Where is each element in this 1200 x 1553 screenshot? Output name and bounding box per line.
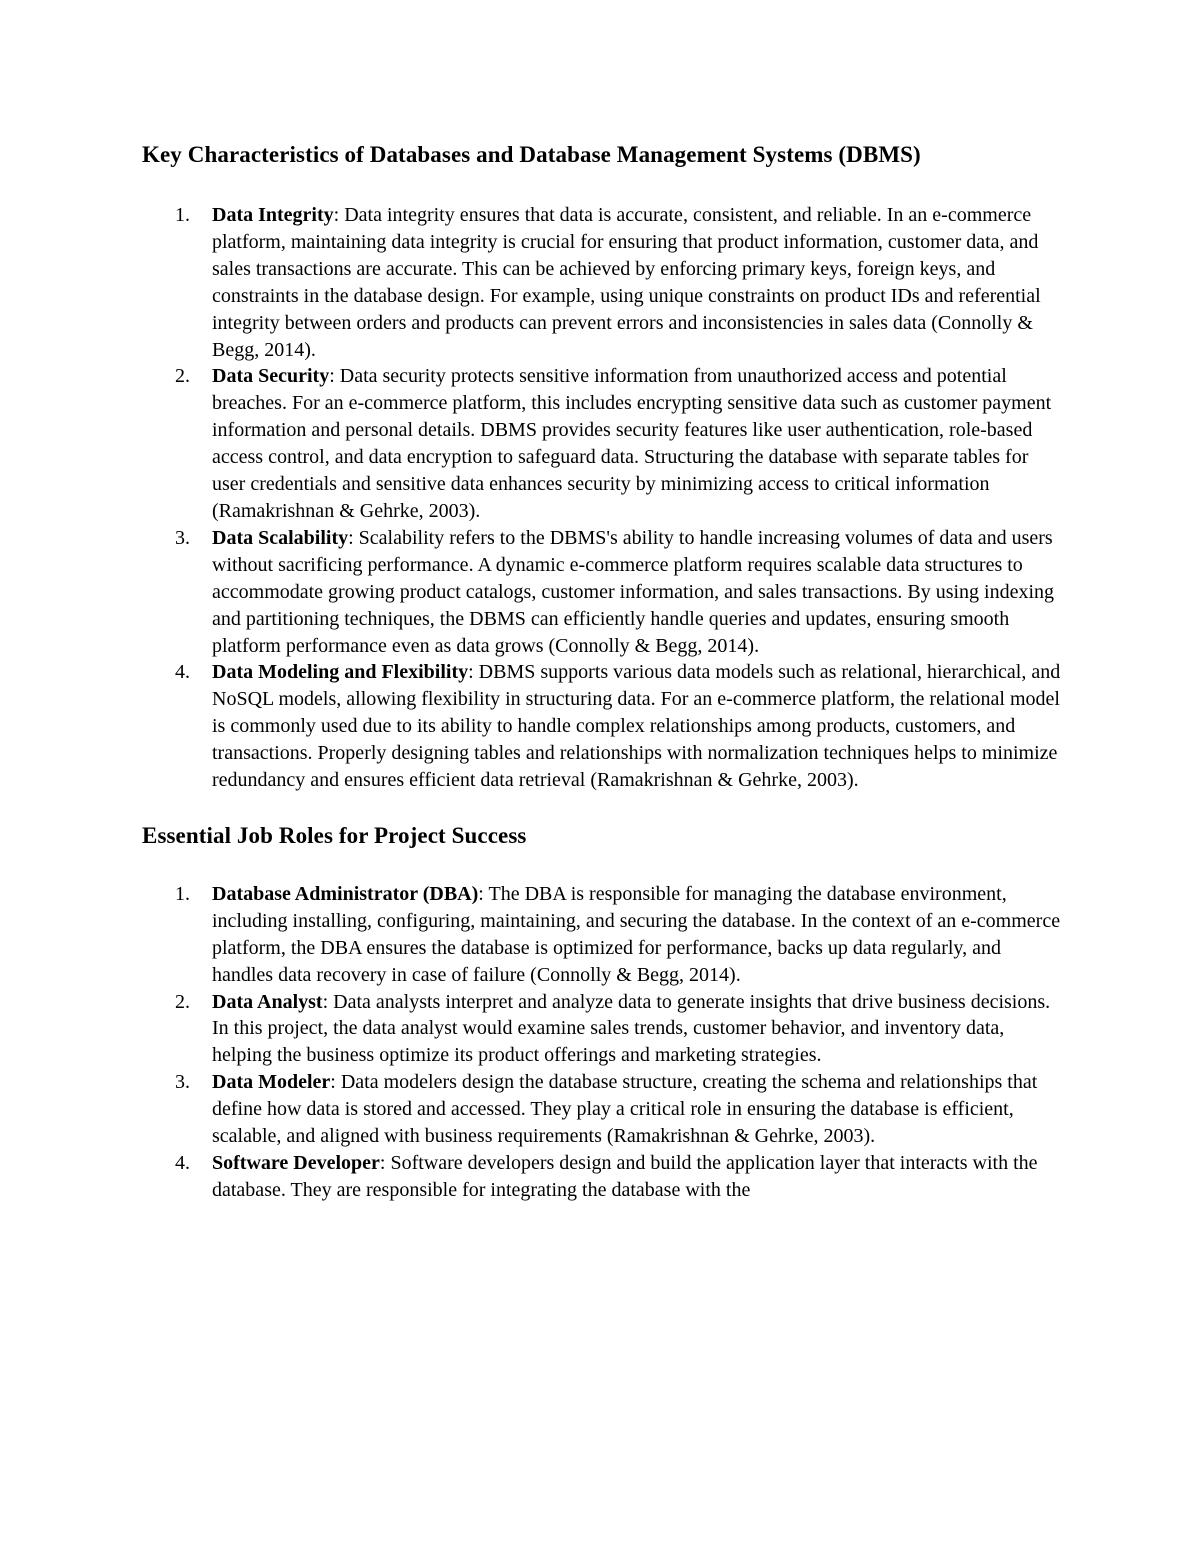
list-term: Data Scalability [212, 526, 349, 549]
list-item-data-modeling [142, 659, 1062, 794]
section-heading-dbms-characteristics: Key Characteristics of Databases and Database Management Systems (DBMS) [142, 142, 921, 167]
list-term: Software Developer [212, 1152, 380, 1174]
list-item-software-developer [142, 1150, 1062, 1204]
list-number: 4. [175, 1152, 190, 1174]
list-number: 4. [175, 661, 190, 684]
list-term: Database Administrator (DBA) [212, 882, 479, 905]
list-text: : Data integrity ensures that data is accurate, consistent, and reliable. In an e-commerce platform, maintaining data integrity is crucial for ensuring that product information, customer data, and sales transactions are accurate. This can be achieved by enforcing primary keys, foreign keys, and constraints in the database design. For example, using unique constraints on product IDs and referential integrity between orders and products can prevent errors and inconsistencies in sales data (Connolly & Begg, 2014). [212, 204, 1041, 361]
list-text: : Software developers design and build the application layer that interacts with the database. They are responsible for integrating the database with the [212, 1152, 1038, 1201]
list-number: 1. [175, 882, 190, 905]
characteristics-list [142, 202, 1062, 794]
list-number: 1. [175, 204, 190, 226]
section-job-roles [142, 821, 1062, 1204]
list-number: 2. [175, 365, 190, 388]
list-term: Data Integrity [212, 204, 334, 226]
list-item-data-scalability [142, 525, 1062, 660]
list-number: 2. [175, 990, 190, 1013]
section-dbms-characteristics [142, 140, 1062, 794]
list-term: Data Modeler [212, 1071, 331, 1094]
list-term: Data Modeling and Flexibility [212, 661, 469, 684]
list-text: : Scalability refers to the DBMS's ability to handle increasing volumes of data and users without sacrificing performance. A dynamic e-commerce platform requires scalable data structures to accommodate growing product catalogs, customer information, and sales transactions. By using indexing and partitioning techniques, the DBMS can efficiently handle queries and updates, ensuring smooth platform performance even as data grows (Connolly & Begg, 2014). [212, 526, 1055, 657]
list-text: : Data analysts interpret and analyze data to generate insights that drive business decisions. In this project, the data analyst would examine sales trends, customer behavior, and inventory data, helping the business optimize its product offerings and marketing strategies. [212, 990, 1051, 1067]
list-item-dba [142, 881, 1062, 989]
list-number: 3. [175, 526, 190, 549]
list-item-data-analyst [142, 989, 1062, 1070]
list-text: : DBMS supports various data models such as relational, hierarchical, and NoSQL models, allowing flexibility in structuring data. For an e-commerce platform, the relational model is commonly used due to its ability to handle complex relationships among products, customers, and transactions. Properly designing tables and relationships with normalization techniques helps to minimize redundancy and ensures efficient data retrieval (Ramakrishnan & Gehrke, 2003). [212, 661, 1061, 792]
list-text: : The DBA is responsible for managing the database environment, including installing, configuring, maintaining, and securing the database. In the context of an e-commerce platform, the DBA ensures the database is optimized for performance, backs up data regularly, and handles data recovery in case of failure (Connolly & Begg, 2014). [212, 882, 1061, 986]
list-text: : Data modelers design the database structure, creating the schema and relationships that define how data is stored and accessed. They play a critical role in ensuring the database is efficient, scalable, and aligned with business requirements (Ramakrishnan & Gehrke, 2003). [212, 1071, 1038, 1148]
job-roles-list [142, 881, 1062, 1204]
list-term: Data Analyst [212, 990, 323, 1013]
list-text: : Data security protects sensitive information from unauthorized access and potential breaches. For an e-commerce platform, this includes encrypting sensitive data such as customer payment information and personal details. DBMS provides security features like user authentication, role-based access control, and data encryption to safeguard data. Structuring the database with separate tables for user credentials and sensitive data enhances security by minimizing access to critical information (Ramakrishnan & Gehrke, 2003). [212, 365, 1052, 522]
list-item-data-modeler [142, 1069, 1062, 1150]
section-heading-job-roles: Essential Job Roles for Project Success [142, 822, 527, 848]
document-body [142, 140, 1062, 1204]
list-term: Data Security [212, 365, 330, 388]
list-item-data-security [142, 363, 1062, 524]
list-item-data-integrity [142, 202, 1062, 363]
list-number: 3. [175, 1071, 190, 1094]
